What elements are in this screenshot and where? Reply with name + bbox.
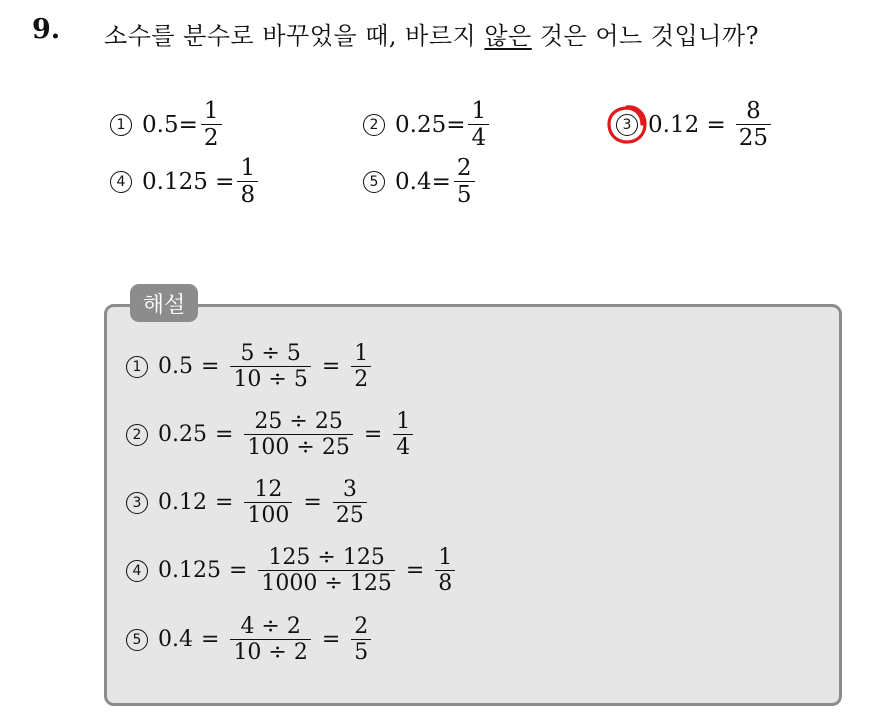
option-fraction [736,98,771,152]
solution-line-2 [126,409,416,461]
fraction-denominator: 100 ÷ 25 [244,434,352,460]
solution-lhs: 0.5 [158,354,193,380]
fraction-numerator: 1 [354,341,369,366]
solution-line-3 [126,477,370,529]
option-lhs: 0.12 = [648,111,726,138]
solution-fraction [435,545,455,597]
solution-marker: 2 [126,424,148,446]
option-fraction [454,155,475,209]
solution-line-1 [126,341,374,393]
solution-lhs: 0.12 [158,490,207,516]
solution-lhs: 0.4 [158,627,193,653]
equals-sign: = [405,558,425,584]
fraction-numerator: 2 [456,155,472,181]
option-5[interactable] [363,155,478,209]
fraction-numerator: 8 [746,98,761,124]
equals-sign: = [363,422,383,448]
option-lhs: 0.125 = [142,168,235,195]
solution-fraction [244,409,352,461]
option-lhs: 0.5= [142,111,198,138]
solution-marker: 3 [126,492,148,514]
fraction-denominator: 8 [237,181,258,208]
solution-fraction [351,341,371,393]
option-4[interactable] [110,155,261,209]
question-text-after: 것은 어느 것입니까? [531,22,759,50]
option-marker: 4 [110,171,132,193]
option-2[interactable] [363,98,492,152]
fraction-numerator: 1 [240,155,256,181]
fraction-numerator: 5 ÷ 5 [240,341,301,366]
fraction-denominator: 8 [435,570,455,596]
option-lhs: 0.4= [395,168,451,195]
option-marker: 1 [110,114,132,136]
question-text-before: 소수를 분수로 바꾸었을 때, 바르지 [104,22,485,50]
equals-sign: = [214,422,234,448]
solution-marker: 4 [126,560,148,582]
fraction-numerator: 25 ÷ 25 [254,409,343,434]
fraction-denominator: 10 ÷ 5 [230,366,310,392]
solution-fraction [244,477,292,529]
fraction-denominator: 5 [351,639,371,665]
equals-sign: = [321,627,341,653]
option-lhs: 0.25= [395,111,466,138]
fraction-denominator: 4 [468,124,489,151]
solution-label: 해설 [130,284,198,322]
fraction-numerator: 3 [342,477,357,502]
fraction-denominator: 25 [736,124,771,151]
solution-marker: 5 [126,629,148,651]
answer-circle-mark [606,103,648,145]
fraction-denominator: 2 [201,124,222,151]
option-fraction [237,155,258,209]
fraction-numerator: 1 [438,545,453,570]
option-marker: 5 [363,171,385,193]
option-1[interactable] [110,98,225,152]
equals-sign: = [228,558,248,584]
option-marker: 2 [363,114,385,136]
solution-fraction [258,545,394,597]
fraction-denominator: 25 [333,502,367,528]
solution-lhs: 0.25 [158,422,207,448]
equals-sign: = [201,354,220,380]
solution-fraction [351,614,371,666]
solution-fraction [230,341,310,393]
solution-line-4 [126,545,458,597]
fraction-denominator: 100 [244,502,292,528]
option-fraction [468,98,489,152]
fraction-denominator: 2 [351,366,371,392]
equals-sign: = [321,354,341,380]
solution-fraction [393,409,413,461]
fraction-denominator: 5 [454,181,475,208]
fraction-numerator: 2 [354,614,369,639]
solution-marker: 1 [126,356,148,378]
question-text [104,16,759,51]
solution-lhs: 0.125 [158,558,221,584]
fraction-denominator: 4 [393,434,413,460]
equals-sign: = [214,490,234,516]
fraction-numerator: 1 [396,409,411,434]
fraction-numerator: 1 [471,98,487,124]
question-number: 9. [32,14,61,45]
fraction-denominator: 1000 ÷ 125 [258,570,394,596]
solution-fraction [333,477,367,529]
fraction-numerator: 12 [254,477,283,502]
question-underlined-word: 않은 [484,22,532,50]
solution-fraction [230,614,310,666]
equals-sign: = [303,490,322,516]
fraction-denominator: 10 ÷ 2 [230,639,310,665]
option-marker: 3 [616,114,638,136]
solution-line-5 [126,614,374,666]
option-fraction [201,98,222,152]
fraction-numerator: 125 ÷ 125 [268,545,385,570]
equals-sign: = [201,627,220,653]
fraction-numerator: 4 ÷ 2 [240,614,301,639]
fraction-numerator: 1 [203,98,219,124]
